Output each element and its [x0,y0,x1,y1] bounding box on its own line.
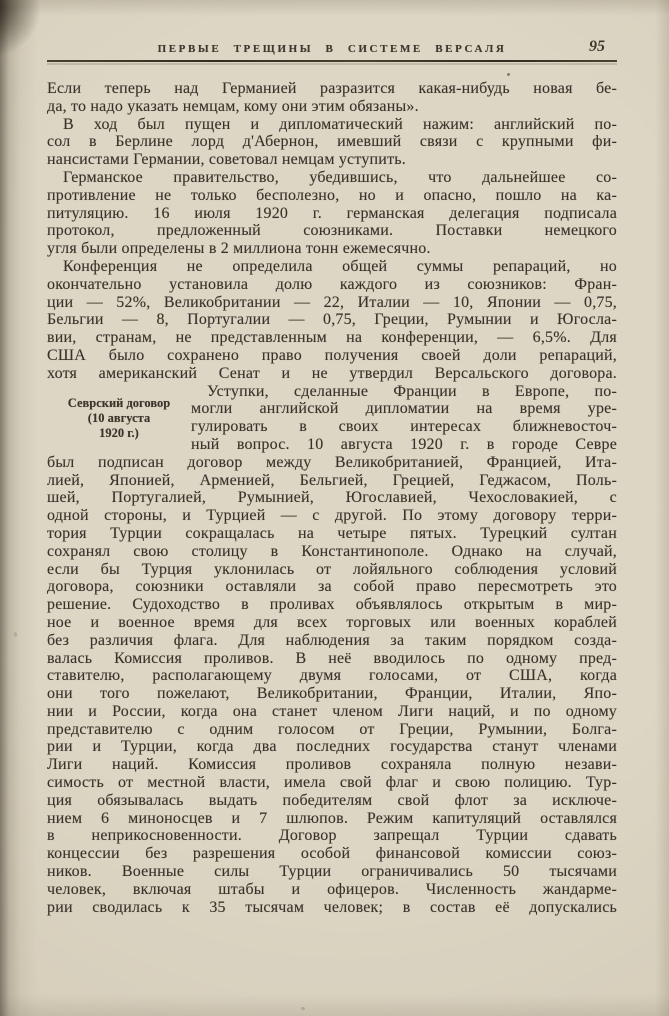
text-line: Лиги наций. Комиссия проливов сохраняла полную незави- [47,756,617,774]
text-line: Германское правительство, убедившись, что дальнейшее со- [63,168,617,186]
paragraph-sevres-full [47,454,617,917]
text-line: нием 6 миноносцев и 7 шлюпов. Режим капитуляций оставлялся [47,809,617,827]
text-line: питуляцию. 16 июля 1920 г. германская делегация подписала [47,204,617,222]
text-line: ный вопрос. 10 августа 1920 г. в городе Севре [191,435,617,453]
text-line: тория Турции сокращалась на четыре пятых. Турецкий султан [47,524,617,542]
text-line: шей, Португалией, Румынией, Югославией, Чехословакией, с [47,489,617,507]
text-line: человек, включая штабы и офицеров. Численность жандарме- [47,880,617,898]
text-line: без различия флага. Для наблюдения за таким порядком созда- [47,631,617,649]
text-line: нии и России, когда она станет членом Лиги наций, и по одному [47,702,617,720]
text-line: они того пожелают, Великобритании, Франции, Италии, Япо- [47,685,617,703]
paragraph-german-capitulation [47,169,617,258]
text-line: протокол, предложенный союзниками. Поставки немецкого [47,222,617,240]
scan-speck [14,632,17,637]
paragraph-diplomatic-pressure [47,116,617,169]
text-line: был подписан договор между Великобританией, Францией, Ита- [47,453,617,471]
text-line: решение. Судоходство в проливах объявлялось открытым в мир- [47,596,617,614]
text-line: валась Комиссия проливов. В неё вводилось по одному пред- [47,649,617,667]
margin-note-line: Севрский договор [67,396,171,410]
text-line: Конференция не определила общей суммы репараций, но [63,257,617,275]
text-line: симость от местной власти, имела свой флаг и свою полицию. Тур- [47,774,617,792]
text-line: США было сохранено право получения своей доли репараций, [47,346,617,364]
text-line: Уступки, сделанные Франции в Европе, по- [207,382,617,400]
paragraph-reparations-shares [47,258,617,383]
text-line: вии, странам, не представленным на конференции, — 6,5%. Для [47,329,617,347]
text-line: одной стороны, и Турцией — с другой. По этому договору терри- [47,507,617,525]
text-line: договора, союзники оставляли за собой право пересмотреть это [47,578,617,596]
text-line: хотя американский Сенат и не утвердил Версальского договора. [47,364,617,382]
text-line: ников. Военные силы Турции ограничивались 50 тысячами [47,863,617,881]
text-line: рии и Турции, когда два последних государства станут членами [47,738,617,756]
text-line: ции — 52%, Великобритании — 22, Италии — 10, Японии — 0,75, [47,293,617,311]
text-line: в неприкосновенности. Договор запрещал Турции сдавать [47,827,617,845]
text-line: Если теперь над Германией разразится какая-нибудь новая бе- [47,80,617,97]
text-line: сол в Берлине лорд д'Абернон, имевший связи с крупными фи- [47,133,617,151]
scan-speck [301,1007,305,1010]
running-title: ПЕРВЫЕ ТРЕЩИНЫ В СИСТЕМЕ ВЕРСАЛЯ [157,43,507,55]
margin-note-line: 1920 г.) [99,426,139,440]
text-line: ция обязывалась выдать победителям свой флот за исключе- [47,791,617,809]
margin-note-line: (10 августа [87,411,151,425]
text-line: гулировать в своих интересах ближневосточ- [191,418,617,436]
text-line: угля были определены в 2 миллиона тонн ежемесячно. [47,240,431,258]
text-line: могли английской дипломатии на время уре- [191,400,617,418]
text-line: если бы Турция уклонилась от лойяльного соблюдения условий [47,560,617,578]
text-line: концессии без разрешения особой финансовой комиссии союз- [47,845,617,863]
text-line: рии сводилась к 35 тысячам человек; в состав её допускались [47,898,617,916]
text-line: нансистами Германии, советовал немцам уступить. [47,151,406,169]
text-line: окончательно установила долю каждого из союзников: Фран- [47,275,617,293]
text-line: противление не только бесполезно, но и опасно, пошло на ка- [47,186,617,204]
paragraph-quote-end [47,80,617,116]
scan-speck [507,73,510,76]
text-line: представителю с одним голосом от Греции, Румынии, Болга- [47,720,617,738]
page-number: 95 [589,38,605,55]
text-line: ное и военное время для всех торговых или военных кораблей [47,613,617,631]
text-line: сохранял свою столицу в Константинополе. Однако на случай, [47,542,617,560]
paragraph-sevres-wrapped [191,383,617,454]
text-line: лией, Японией, Арменией, Бельгией, Грецией, Геджасом, Поль- [47,471,617,489]
body-text [47,80,617,916]
header-rule [47,60,617,62]
text-line: Бельгии — 8, Португалии — 0,75, Греции, Румынии и Югосла- [47,311,617,329]
text-line: да, то надо указать немцам, кому они этим обязаны». [47,97,419,115]
text-line: ставителю, располагающему двумя голосами, от США, когда [47,667,617,685]
text-line: В ход был пущен и дипломатический нажим: английский по- [63,115,617,133]
